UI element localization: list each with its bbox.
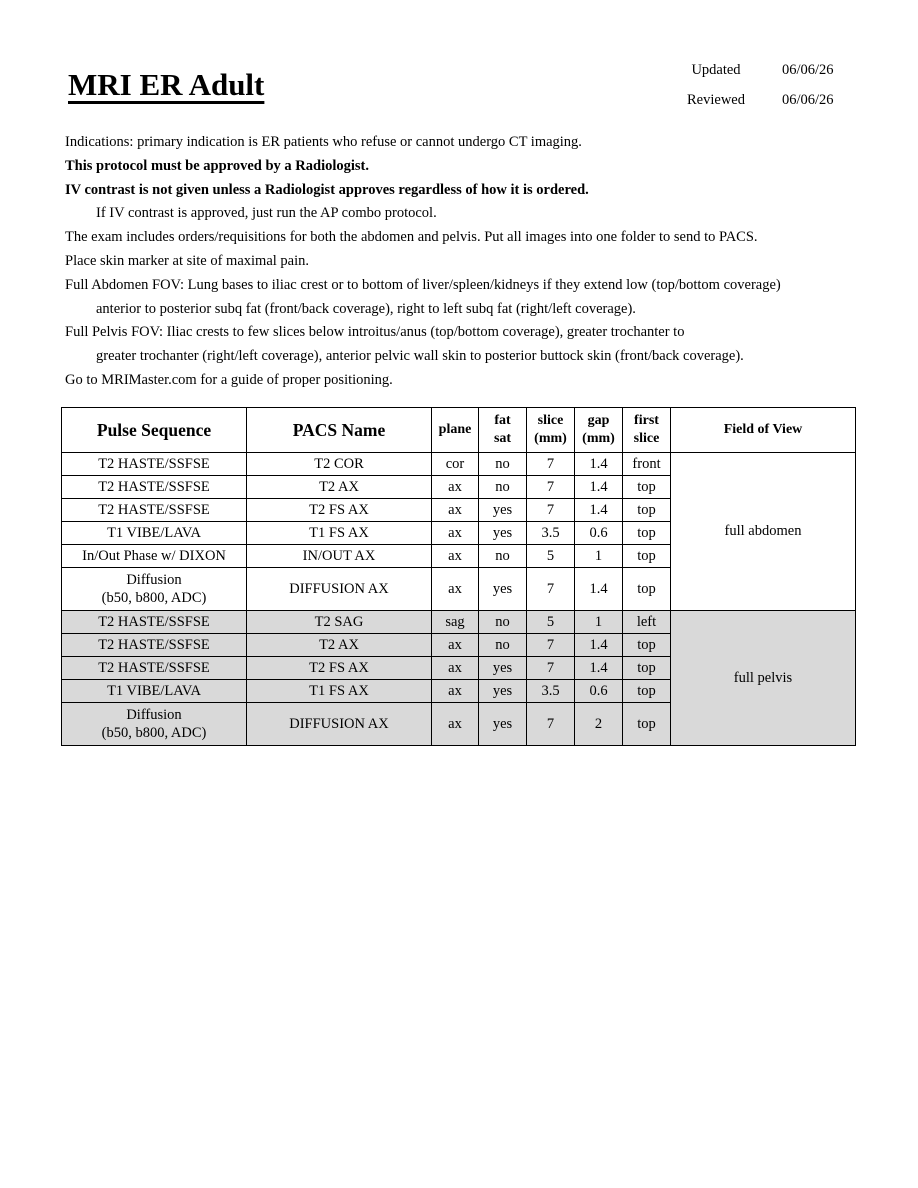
cell-plane: sag <box>432 611 479 634</box>
cell-field-of-view: full abdomen <box>671 453 856 611</box>
cell-first-slice: top <box>623 634 671 657</box>
header-field-of-view: Field of View <box>671 408 856 453</box>
cell-slice: 7 <box>527 476 575 499</box>
instruction-line: Full Abdomen FOV: Lung bases to iliac crest or to bottom of liver/spleen/kidneys if they extend low (top/bottom coverage) <box>65 276 781 293</box>
cell-pacs-name: DIFFUSION AX <box>247 568 432 611</box>
cell-plane: ax <box>432 522 479 545</box>
header-fat-sat-line1: fat <box>494 412 511 428</box>
cell-gap: 1.4 <box>575 499 623 522</box>
header-gap-line2: (mm) <box>582 431 615 446</box>
cell-pulse-sequence <box>62 476 247 499</box>
instruction-line: Go to MRIMaster.com for a guide of proper positioning. <box>65 371 393 388</box>
cell-pulse-sequence <box>62 568 247 611</box>
instruction-line: Full Pelvis FOV: Iliac crests to few slices below introitus/anus (top/bottom coverage), greater trochanter to <box>65 324 685 341</box>
cell-gap: 1.4 <box>575 453 623 476</box>
cell-first-slice: top <box>623 568 671 611</box>
cell-first-slice: top <box>623 499 671 522</box>
header-first-line2: slice <box>633 431 660 446</box>
cell-pulse-sequence <box>62 453 247 476</box>
protocol-table <box>61 407 856 746</box>
page-title: MRI ER Adult <box>68 67 265 102</box>
instruction-line: Place skin marker at site of maximal pain. <box>65 252 310 269</box>
instruction-line: Indications: primary indication is ER patients who refuse or cannot undergo CT imaging. <box>65 134 582 150</box>
cell-pulse-sequence <box>62 499 247 522</box>
cell-plane: ax <box>432 476 479 499</box>
header-slice-line1: slice <box>537 412 564 428</box>
header-first-line1: first <box>634 412 659 428</box>
cell-slice: 3.5 <box>527 522 575 545</box>
header-slice-line2: (mm) <box>534 431 567 446</box>
cell-slice: 7 <box>527 568 575 611</box>
instruction-line: This protocol must be approved by a Radiologist. <box>65 157 370 174</box>
header-first-slice <box>623 408 671 453</box>
cell-gap: 1.4 <box>575 568 623 611</box>
updated-label: Updated <box>691 62 741 78</box>
header-fat-sat <box>479 408 527 453</box>
cell-first-slice: top <box>623 703 671 746</box>
cell-gap: 1 <box>575 545 623 568</box>
cell-fat-sat: yes <box>479 657 527 680</box>
instruction-line: IV contrast is not given unless a Radiologist approves regardless of how it is ordered. <box>65 181 589 198</box>
cell-pulse-sequence <box>62 657 247 680</box>
instruction-line: If IV contrast is approved, just run the AP combo protocol. <box>96 205 437 222</box>
cell-pacs-name: T2 COR <box>247 453 432 476</box>
cell-fat-sat: no <box>479 476 527 499</box>
header-gap <box>575 408 623 453</box>
cell-pulse-sequence <box>62 703 247 746</box>
cell-plane: cor <box>432 453 479 476</box>
cell-fat-sat: yes <box>479 499 527 522</box>
cell-first-slice: top <box>623 657 671 680</box>
pulse-sequence-detail: (b50, b800, ADC) <box>101 590 207 606</box>
header-slice <box>527 408 575 453</box>
cell-plane: ax <box>432 680 479 703</box>
table-header-row <box>62 408 856 453</box>
cell-gap: 1 <box>575 611 623 634</box>
cell-pacs-name: T1 FS AX <box>247 522 432 545</box>
cell-pacs-name: T2 AX <box>247 634 432 657</box>
pulse-sequence-detail: (b50, b800, ADC) <box>101 725 207 741</box>
pulse-sequence-name: T1 VIBE/LAVA <box>107 682 201 699</box>
pulse-sequence-name: T2 HASTE/SSFSE <box>98 613 210 630</box>
cell-pacs-name: T2 SAG <box>247 611 432 634</box>
cell-slice: 7 <box>527 634 575 657</box>
cell-slice: 5 <box>527 545 575 568</box>
cell-gap: 2 <box>575 703 623 746</box>
cell-slice: 7 <box>527 703 575 746</box>
cell-first-slice: left <box>623 611 671 634</box>
cell-plane: ax <box>432 499 479 522</box>
header-pacs-name: PACS Name <box>247 408 432 453</box>
cell-pacs-name: T2 AX <box>247 476 432 499</box>
cell-plane: ax <box>432 703 479 746</box>
instruction-line: anterior to posterior subq fat (front/back coverage), right to left subq fat (right/left coverage). <box>96 300 636 317</box>
pulse-sequence-name: Diffusion <box>126 706 182 723</box>
cell-pacs-name: DIFFUSION AX <box>247 703 432 746</box>
table-row <box>62 453 856 476</box>
cell-plane: ax <box>432 634 479 657</box>
cell-slice: 7 <box>527 657 575 680</box>
cell-fat-sat: no <box>479 611 527 634</box>
table-row <box>62 611 856 634</box>
cell-slice: 3.5 <box>527 680 575 703</box>
cell-pulse-sequence <box>62 634 247 657</box>
cell-fat-sat: yes <box>479 522 527 545</box>
header-pulse-sequence: Pulse Sequence <box>62 408 247 453</box>
pulse-sequence-name: T2 HASTE/SSFSE <box>98 501 210 518</box>
pulse-sequence-name: Diffusion <box>126 571 182 588</box>
cell-plane: ax <box>432 657 479 680</box>
cell-pulse-sequence <box>62 680 247 703</box>
cell-fat-sat: no <box>479 453 527 476</box>
cell-first-slice: top <box>623 476 671 499</box>
instruction-line: greater trochanter (right/left coverage), anterior pelvic wall skin to posterior buttock skin (front/back coverage). <box>96 348 744 365</box>
cell-pulse-sequence <box>62 522 247 545</box>
cell-fat-sat: no <box>479 634 527 657</box>
pulse-sequence-name: T1 VIBE/LAVA <box>107 524 201 541</box>
instruction-line: The exam includes orders/requisitions for both the abdomen and pelvis. Put all images into one folder to send to PACS. <box>65 229 758 246</box>
cell-pacs-name: T2 FS AX <box>247 657 432 680</box>
header-plane: plane <box>432 408 479 453</box>
cell-slice: 5 <box>527 611 575 634</box>
cell-first-slice: top <box>623 680 671 703</box>
cell-slice: 7 <box>527 453 575 476</box>
cell-gap: 0.6 <box>575 680 623 703</box>
cell-fat-sat: yes <box>479 703 527 746</box>
cell-first-slice: top <box>623 522 671 545</box>
cell-plane: ax <box>432 568 479 611</box>
cell-field-of-view: full pelvis <box>671 611 856 746</box>
pulse-sequence-name: In/Out Phase w/ DIXON <box>82 547 226 564</box>
updated-date: 06/06/26 <box>782 62 834 78</box>
reviewed-label: Reviewed <box>687 92 745 108</box>
protocol-table-body <box>62 453 856 746</box>
pulse-sequence-name: T2 HASTE/SSFSE <box>98 636 210 653</box>
cell-pacs-name: T1 FS AX <box>247 680 432 703</box>
cell-gap: 0.6 <box>575 522 623 545</box>
header-fat-sat-line2: sat <box>493 431 512 446</box>
cell-gap: 1.4 <box>575 634 623 657</box>
cell-first-slice: top <box>623 545 671 568</box>
reviewed-date: 06/06/26 <box>782 92 834 108</box>
cell-pacs-name: IN/OUT AX <box>247 545 432 568</box>
cell-fat-sat: yes <box>479 680 527 703</box>
protocol-instructions <box>65 131 865 393</box>
header-gap-line1: gap <box>587 412 610 428</box>
cell-pulse-sequence <box>62 545 247 568</box>
cell-pacs-name: T2 FS AX <box>247 499 432 522</box>
pulse-sequence-name: T2 HASTE/SSFSE <box>98 455 210 472</box>
pulse-sequence-name: T2 HASTE/SSFSE <box>98 659 210 676</box>
cell-slice: 7 <box>527 499 575 522</box>
cell-fat-sat: yes <box>479 568 527 611</box>
cell-pulse-sequence <box>62 611 247 634</box>
cell-fat-sat: no <box>479 545 527 568</box>
cell-gap: 1.4 <box>575 657 623 680</box>
cell-first-slice: front <box>623 453 671 476</box>
pulse-sequence-name: T2 HASTE/SSFSE <box>98 478 210 495</box>
cell-plane: ax <box>432 545 479 568</box>
cell-gap: 1.4 <box>575 476 623 499</box>
